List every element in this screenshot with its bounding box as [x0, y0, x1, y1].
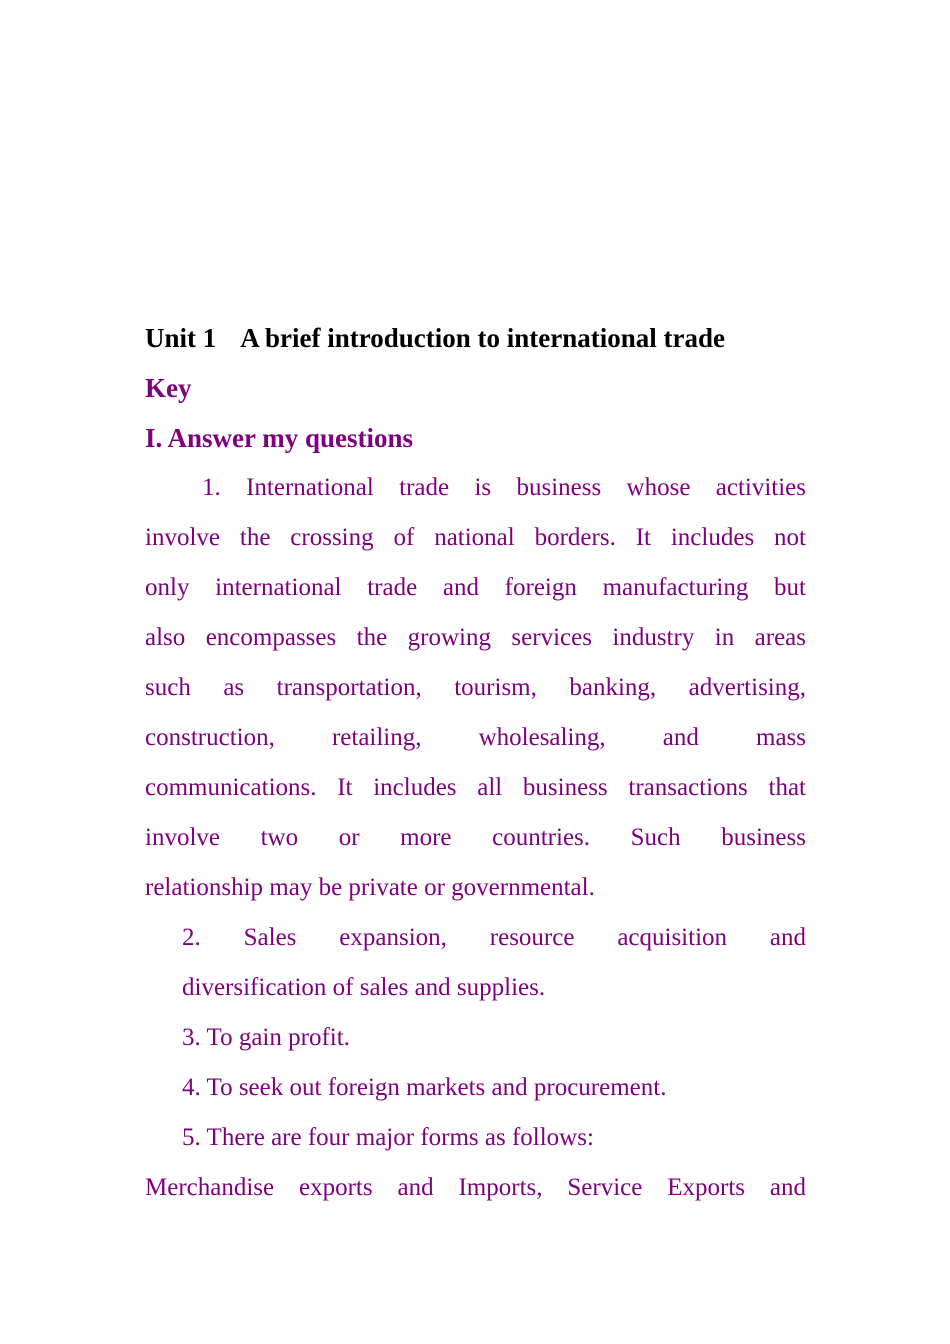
answer-3: 3. To gain profit.	[182, 1024, 350, 1051]
answer-1-line: involve two or more countries. Such business	[145, 824, 806, 851]
answer-1-line: only international trade and foreign manufacturing but	[145, 574, 806, 601]
answer-2-line: 2. Sales expansion, resource acquisition and	[182, 924, 806, 951]
section-heading: I. Answer my questions	[145, 423, 414, 453]
document-body	[145, 313, 806, 1213]
answer-1-line: such as transportation, tourism, banking, advertising,	[145, 674, 806, 701]
unit-title	[145, 313, 806, 363]
answer-5-continuation: Merchandise exports and Imports, Service Exports and	[145, 1174, 806, 1201]
answer-1-line: communications. It includes all business transactions that	[145, 774, 806, 801]
answer-1-line: also encompasses the growing services industry in areas	[145, 624, 806, 651]
answer-4: 4. To seek out foreign markets and procurement.	[182, 1074, 667, 1101]
answer-1-line: 1. International trade is business whose activities	[202, 474, 806, 501]
answer-1-line: construction, retailing, wholesaling, and mass	[145, 724, 806, 751]
unit-number: Unit 1	[145, 323, 217, 353]
answer-5: 5. There are four major forms as follows:	[182, 1124, 594, 1151]
answer-1-line-last: relationship may be private or governmental.	[145, 874, 595, 901]
answer-2-line-last: diversification of sales and supplies.	[182, 974, 546, 1001]
unit-title-text: A brief introduction to international trade	[240, 323, 725, 353]
key-label: Key	[145, 373, 192, 403]
answer-1-line: involve the crossing of national borders. It includes not	[145, 524, 806, 551]
